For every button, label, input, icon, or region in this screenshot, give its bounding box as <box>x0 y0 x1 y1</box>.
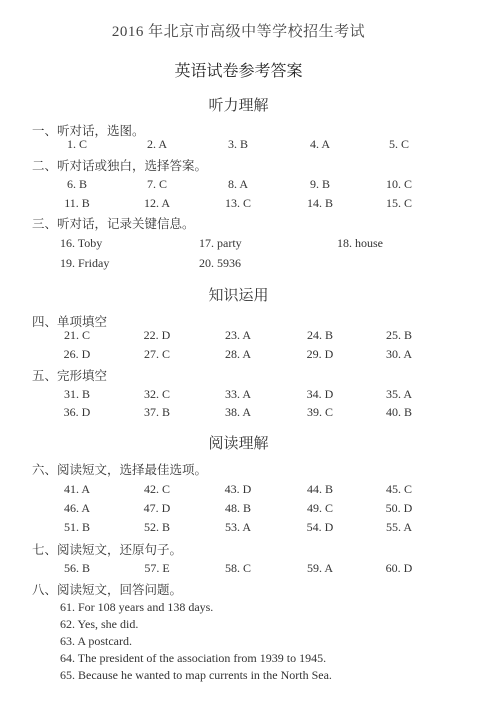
answer-cell: 11. B <box>64 196 90 210</box>
answer-row <box>0 328 477 344</box>
part-heading: 三、听对话，记录关键信息。 <box>32 217 195 231</box>
answer-cell: 10. C <box>385 177 412 191</box>
answer-row <box>0 520 477 536</box>
part-heading: 二、听对话或独白，选择答案。 <box>32 159 208 173</box>
part-heading: 七、阅读短文，还原句子。 <box>32 543 183 557</box>
answer-cell: 51. B <box>63 520 90 534</box>
answer-row <box>0 196 477 212</box>
answer-cell: 14. B <box>306 196 333 210</box>
answer-cell: 30. A <box>385 347 412 361</box>
answer-cell: 47. D <box>143 501 171 515</box>
answer-cell: 12. A <box>143 196 170 210</box>
answer-cell: 28. A <box>224 347 251 361</box>
answer-row <box>0 256 477 272</box>
answer-cell: 23. A <box>224 328 251 342</box>
answer-cell: 49. C <box>306 501 333 515</box>
answer-cell: 25. B <box>385 328 412 342</box>
answer-cell: 41. A <box>63 482 90 496</box>
answer-cell: 38. A <box>224 405 251 419</box>
answer-cell: 59. A <box>306 561 333 575</box>
answer-cell: 24. B <box>306 328 333 342</box>
answer-row <box>0 501 477 517</box>
answer-cell: 34. D <box>306 387 334 401</box>
answer-cell: 1. C <box>66 137 87 151</box>
answer-cell: 44. B <box>306 482 333 496</box>
answer-cell: 3. B <box>227 137 248 151</box>
answer-cell: 52. B <box>143 520 170 534</box>
answer-cell: 16. Toby <box>60 236 103 250</box>
answer-cell: 4. A <box>309 137 330 151</box>
answer-cell: 5. C <box>388 137 409 151</box>
answer-cell: 13. C <box>224 196 251 210</box>
answer-cell: 26. D <box>63 347 91 361</box>
answer-cell: 42. C <box>143 482 170 496</box>
answer-cell: 48. B <box>224 501 251 515</box>
part-heading: 一、听对话，选图。 <box>32 124 145 138</box>
part-heading: 六、阅读短文，选择最佳选项。 <box>32 463 208 477</box>
answer-cell: 43. D <box>224 482 252 496</box>
answer-cell: 39. C <box>306 405 333 419</box>
exam-title: 2016 年北京市高级中等学校招生考试 <box>111 24 366 40</box>
answer-cell: 54. D <box>306 520 334 534</box>
answer-cell: 17. party <box>199 236 242 250</box>
answer-cell: 20. 5936 <box>199 256 241 270</box>
answer-cell: 9. B <box>309 177 330 191</box>
answer-row <box>0 561 477 577</box>
answer-cell: 22. D <box>143 328 171 342</box>
answer-line: 65. Because he wanted to map currents in the North Sea. <box>60 668 332 682</box>
answer-cell: 57. E <box>144 561 170 575</box>
answer-cell: 53. A <box>224 520 251 534</box>
answer-cell: 6. B <box>66 177 87 191</box>
answer-cell: 7. C <box>146 177 167 191</box>
answer-cell: 32. C <box>143 387 170 401</box>
part-heading: 五、完形填空 <box>32 369 108 383</box>
section-title-language: 知识运用 <box>208 288 269 304</box>
answer-cell: 36. D <box>63 405 91 419</box>
section-title-listening: 听力理解 <box>208 98 269 114</box>
answer-row <box>0 405 477 421</box>
answer-cell: 46. A <box>63 501 90 515</box>
answer-cell: 45. C <box>385 482 412 496</box>
answer-cell: 37. B <box>143 405 170 419</box>
answer-row <box>0 387 477 403</box>
answer-cell: 31. B <box>63 387 90 401</box>
answer-line: 62. Yes, she did. <box>60 617 139 631</box>
answer-line: 64. The president of the association from 1939 to 1945. <box>60 651 327 665</box>
answer-line: 63. A postcard. <box>60 634 132 648</box>
answer-cell: 35. A <box>385 387 412 401</box>
answer-cell: 56. B <box>63 561 90 575</box>
answer-cell: 15. C <box>385 196 412 210</box>
answer-row <box>0 482 477 498</box>
part-heading: 八、阅读短文，回答问题。 <box>32 583 183 597</box>
document-title: 英语试卷参考答案 <box>174 63 303 80</box>
answer-row <box>0 347 477 363</box>
answer-cell: 33. A <box>224 387 251 401</box>
answer-row <box>0 236 477 252</box>
answer-cell: 21. C <box>63 328 90 342</box>
answer-cell: 60. D <box>385 561 413 575</box>
answer-cell: 18. house <box>337 236 383 250</box>
answer-row <box>0 177 477 193</box>
answer-row <box>0 137 477 153</box>
answer-cell: 40. B <box>385 405 412 419</box>
answer-cell: 29. D <box>306 347 334 361</box>
answer-cell: 8. A <box>227 177 248 191</box>
answer-cell: 58. C <box>224 561 251 575</box>
answer-cell: 50. D <box>385 501 413 515</box>
answer-cell: 2. A <box>146 137 167 151</box>
answer-cell: 19. Friday <box>60 256 110 270</box>
section-title-reading: 阅读理解 <box>208 436 269 452</box>
answer-cell: 27. C <box>143 347 170 361</box>
answer-cell: 55. A <box>385 520 412 534</box>
part-heading: 四、单项填空 <box>32 315 108 329</box>
answer-line: 61. For 108 years and 138 days. <box>60 600 214 614</box>
